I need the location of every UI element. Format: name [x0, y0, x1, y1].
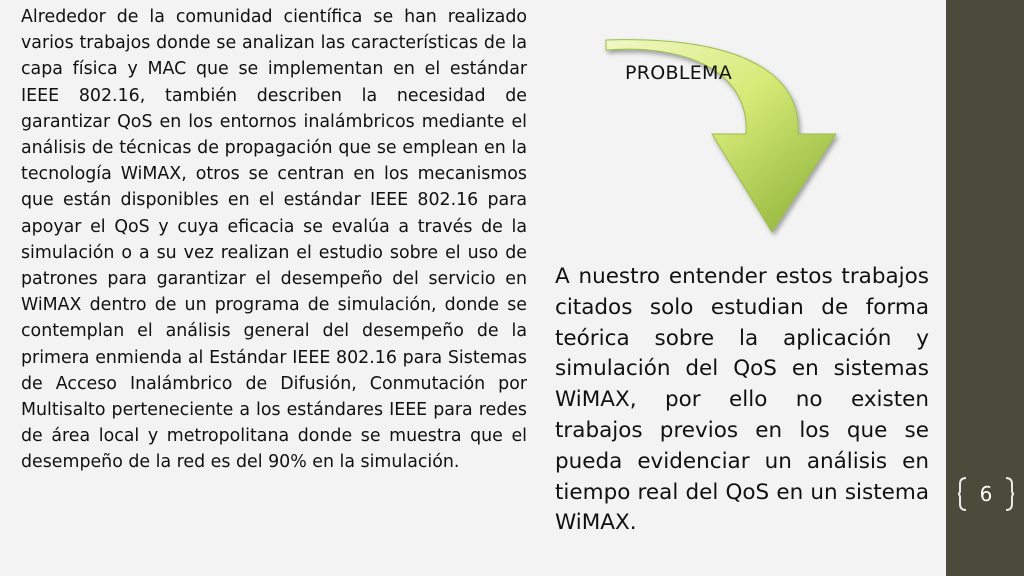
body-paragraph: Alrededor de la comunidad científica se han realizado varios trabajos donde se analizan las características de la capa física y MAC que se implementan en el estándar IEEE 802.16, también describen la necesidad de garantizar QoS en los entornos inalámbricos mediante el análisis de técnicas de propagación que se emplean en la tecnología WiMAX, otros se centran en los mecanismos que están disponibles en el estándar IEEE 802.16 para apoyar el QoS y cuya eficacia se evalúa a través de la simulación o a su vez realizan el estudio sobre el uso de patrones para garantizar el desempeño del servicio en WiMAX dentro de un programa de simulación, donde se contemplan el análisis general del desempeño de la primera enmienda al Estándar IEEE 802.16 para Sistemas de Acceso Inalámbrico de Difusión, Conmutación por Multisalto perteneciente a los estándares IEEE para redes de área local y metropolitana donde se muestra que el desempeño de la red es del 90% en la simulación. [21, 7, 527, 473]
conclusion-paragraph: A nuestro entender estos trabajos citados solo estudian de forma teórica sobre la aplicación y simulación del QoS en sistemas WiMAX, por ello no existen trabajos previos en los que se pueda evidenciar un análisis en tiempo real del QoS en un sistema WiMAX. [555, 264, 929, 536]
page-number-box [958, 476, 1014, 512]
problema-label: PROBLEMA [625, 62, 733, 84]
page-number: 6 [979, 482, 993, 506]
